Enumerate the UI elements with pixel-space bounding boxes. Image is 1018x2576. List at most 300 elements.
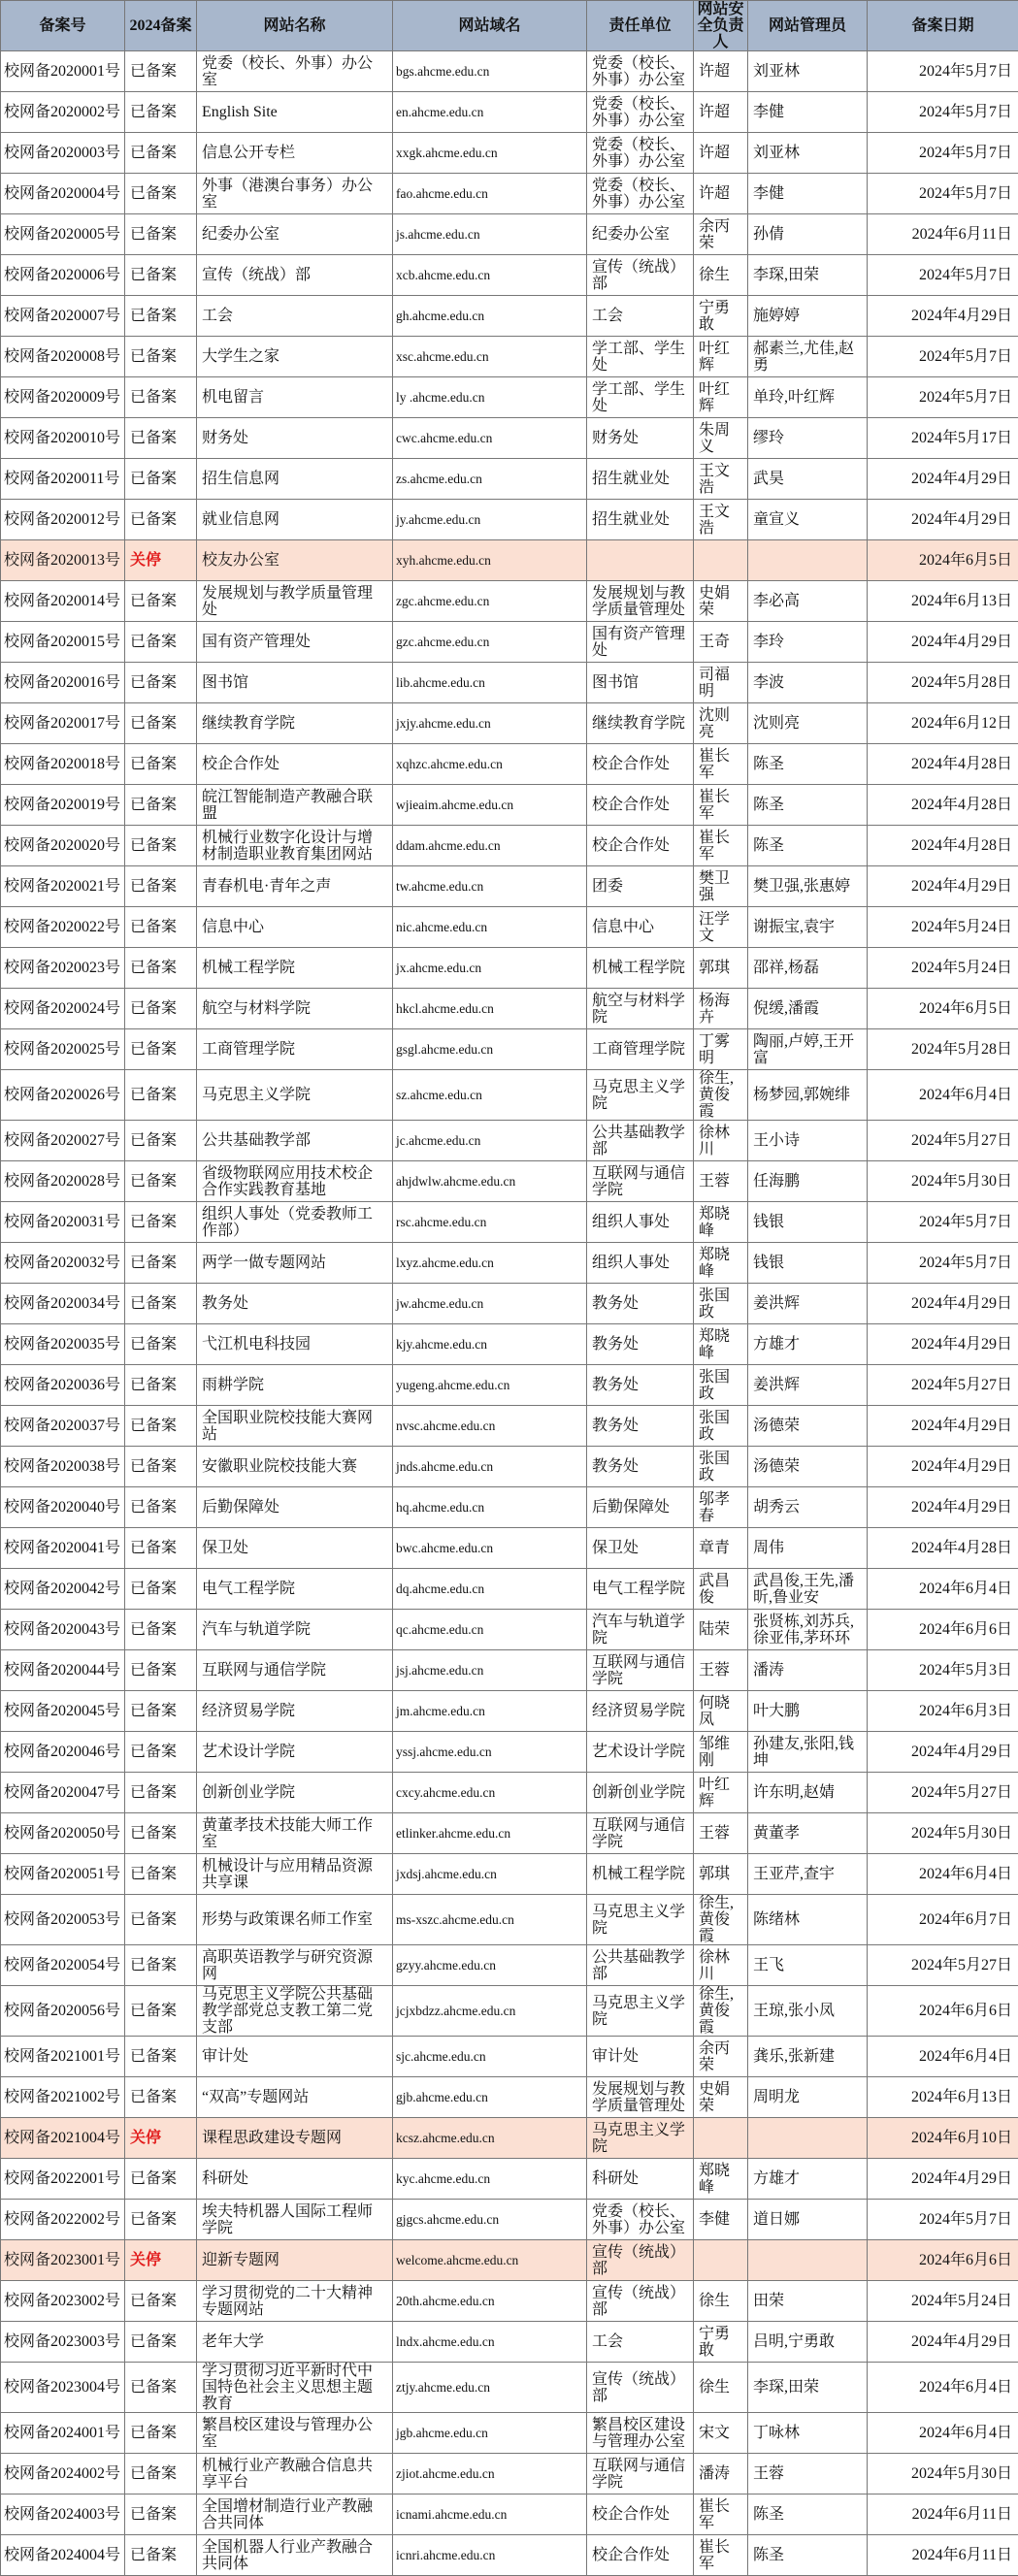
registration-status-cell: 已备案 xyxy=(125,907,197,948)
registration-status-cell: 已备案 xyxy=(125,1895,197,1945)
site-name-cell: 航空与材料学院 xyxy=(197,989,393,1029)
registration-status-cell: 已备案 xyxy=(125,2159,197,2200)
table-row xyxy=(1,989,1018,1029)
responsible-unit-cell: 互联网与通信学院 xyxy=(587,1813,694,1854)
record-date-cell: 2024年5月3日 xyxy=(868,1650,1018,1691)
record-number-cell: 校网备2020028号 xyxy=(1,1161,125,1202)
record-number-cell: 校网备2020013号 xyxy=(1,540,125,581)
record-number-cell: 校网备2020018号 xyxy=(1,744,125,785)
table-row xyxy=(1,1324,1018,1365)
header-cell: 网站管理员 xyxy=(748,1,868,51)
record-date-cell: 2024年6月4日 xyxy=(868,1569,1018,1610)
responsible-unit-cell: 校企合作处 xyxy=(587,826,694,866)
security-owner-cell: 武昌俊 xyxy=(694,1569,748,1610)
site-domain-cell: jgb.ahcme.edu.cn xyxy=(393,2413,587,2454)
table-row xyxy=(1,1528,1018,1569)
security-owner-cell: 徐生,黄俊霞 xyxy=(694,1895,748,1945)
site-domain-cell: xqhzc.ahcme.edu.cn xyxy=(393,744,587,785)
security-owner-cell: 张国政 xyxy=(694,1365,748,1406)
site-admin-cell: 沈则亮 xyxy=(748,703,868,744)
responsible-unit-cell: 机械工程学院 xyxy=(587,1854,694,1895)
security-owner-cell xyxy=(694,2240,748,2281)
security-owner-cell xyxy=(694,2118,748,2159)
responsible-unit-cell: 教务处 xyxy=(587,1284,694,1324)
security-owner-cell: 许超 xyxy=(694,51,748,92)
responsible-unit-cell: 宣传（统战）部 xyxy=(587,255,694,296)
responsible-unit-cell: 教务处 xyxy=(587,1365,694,1406)
header-cell: 网站安全负责人 xyxy=(694,1,748,51)
site-domain-cell: gzyy.ahcme.edu.cn xyxy=(393,1945,587,1986)
record-number-cell: 校网备2020042号 xyxy=(1,1569,125,1610)
security-owner-cell xyxy=(694,540,748,581)
site-name-cell: 保卫处 xyxy=(197,1528,393,1569)
site-admin-cell: 陈圣 xyxy=(748,744,868,785)
site-domain-cell: xsc.ahcme.edu.cn xyxy=(393,337,587,377)
site-domain-cell: rsc.ahcme.edu.cn xyxy=(393,1202,587,1243)
site-admin-cell: 张贤栋,刘苏兵,徐亚伟,茅环环 xyxy=(748,1610,868,1650)
responsible-unit-cell: 工会 xyxy=(587,296,694,337)
site-domain-cell: jm.ahcme.edu.cn xyxy=(393,1691,587,1732)
registration-status-cell: 已备案 xyxy=(125,1365,197,1406)
record-number-cell: 校网备2020023号 xyxy=(1,948,125,989)
record-number-cell: 校网备2020034号 xyxy=(1,1284,125,1324)
site-name-cell: 机械行业产教融合信息共享平台 xyxy=(197,2454,393,2494)
record-date-cell: 2024年4月28日 xyxy=(868,785,1018,826)
site-domain-cell: sjc.ahcme.edu.cn xyxy=(393,2037,587,2077)
record-date-cell: 2024年5月24日 xyxy=(868,948,1018,989)
record-number-cell: 校网备2023003号 xyxy=(1,2322,125,2363)
site-name-cell: 信息中心 xyxy=(197,907,393,948)
registration-status-cell: 已备案 xyxy=(125,1773,197,1813)
record-number-cell: 校网备2020004号 xyxy=(1,174,125,214)
registration-status-cell: 已备案 xyxy=(125,2322,197,2363)
site-admin-cell: 方雄才 xyxy=(748,2159,868,2200)
security-owner-cell: 余丙荣 xyxy=(694,214,748,255)
site-name-cell: “双高”专题网站 xyxy=(197,2077,393,2118)
security-owner-cell: 王蓉 xyxy=(694,1650,748,1691)
registration-status-cell: 已备案 xyxy=(125,133,197,174)
site-domain-cell: zjiot.ahcme.edu.cn xyxy=(393,2454,587,2494)
site-name-cell: 学习贯彻习近平新时代中国特色社会主义思想主题教育 xyxy=(197,2363,393,2413)
record-number-cell: 校网备2020047号 xyxy=(1,1773,125,1813)
table-row xyxy=(1,2159,1018,2200)
registration-status-cell: 已备案 xyxy=(125,1121,197,1161)
security-owner-cell: 王蓉 xyxy=(694,1161,748,1202)
record-number-cell: 校网备2023004号 xyxy=(1,2363,125,2413)
security-owner-cell: 宁勇敢 xyxy=(694,296,748,337)
site-admin-cell: 李琛,田荣 xyxy=(748,2363,868,2413)
table-row xyxy=(1,622,1018,663)
registration-status-cell: 已备案 xyxy=(125,1447,197,1487)
registration-status-cell: 已备案 xyxy=(125,1945,197,1986)
table-row xyxy=(1,1854,1018,1895)
responsible-unit-cell: 党委（校长、外事）办公室 xyxy=(587,92,694,133)
record-date-cell: 2024年5月24日 xyxy=(868,907,1018,948)
record-number-cell: 校网备2020041号 xyxy=(1,1528,125,1569)
responsible-unit-cell: 教务处 xyxy=(587,1324,694,1365)
record-date-cell: 2024年6月11日 xyxy=(868,214,1018,255)
security-owner-cell: 张国政 xyxy=(694,1447,748,1487)
security-owner-cell: 杨海卉 xyxy=(694,989,748,1029)
site-domain-cell: lxyz.ahcme.edu.cn xyxy=(393,1243,587,1284)
record-number-cell: 校网备2020035号 xyxy=(1,1324,125,1365)
site-name-cell: 艺术设计学院 xyxy=(197,1732,393,1773)
record-date-cell: 2024年5月7日 xyxy=(868,92,1018,133)
registration-status-cell: 已备案 xyxy=(125,703,197,744)
record-number-cell: 校网备2020006号 xyxy=(1,255,125,296)
site-name-cell: 党委（校长、外事）办公室 xyxy=(197,51,393,92)
site-name-cell: 青春机电·青年之声 xyxy=(197,866,393,907)
responsible-unit-cell: 宣传（统战）部 xyxy=(587,2240,694,2281)
site-domain-cell: nic.ahcme.edu.cn xyxy=(393,907,587,948)
site-domain-cell: lndx.ahcme.edu.cn xyxy=(393,2322,587,2363)
record-number-cell: 校网备2020040号 xyxy=(1,1487,125,1528)
table-row xyxy=(1,540,1018,581)
header-cell: 备案日期 xyxy=(868,1,1018,51)
record-number-cell: 校网备2024001号 xyxy=(1,2413,125,2454)
table-row xyxy=(1,1029,1018,1070)
site-domain-cell: icnami.ahcme.edu.cn xyxy=(393,2494,587,2535)
record-number-cell: 校网备2020009号 xyxy=(1,377,125,418)
security-owner-cell: 王文浩 xyxy=(694,459,748,500)
responsible-unit-cell: 马克思主义学院 xyxy=(587,1986,694,2037)
table-row xyxy=(1,2281,1018,2322)
record-date-cell: 2024年5月24日 xyxy=(868,2281,1018,2322)
record-number-cell: 校网备2020056号 xyxy=(1,1986,125,2037)
table-row xyxy=(1,2037,1018,2077)
table-row xyxy=(1,1447,1018,1487)
security-owner-cell: 徐生 xyxy=(694,255,748,296)
site-domain-cell: dq.ahcme.edu.cn xyxy=(393,1569,587,1610)
registration-status-cell: 已备案 xyxy=(125,1569,197,1610)
registration-status-cell: 已备案 xyxy=(125,2535,197,2576)
table-row xyxy=(1,2077,1018,2118)
table-row xyxy=(1,296,1018,337)
site-admin-cell: 吕明,宁勇敢 xyxy=(748,2322,868,2363)
site-domain-cell: xyh.ahcme.edu.cn xyxy=(393,540,587,581)
responsible-unit-cell: 审计处 xyxy=(587,2037,694,2077)
site-name-cell: 纪委办公室 xyxy=(197,214,393,255)
registration-status-cell: 关停 xyxy=(125,2118,197,2159)
site-name-cell: 图书馆 xyxy=(197,663,393,703)
site-domain-cell: kcsz.ahcme.edu.cn xyxy=(393,2118,587,2159)
site-domain-cell: cwc.ahcme.edu.cn xyxy=(393,418,587,459)
security-owner-cell: 郑晓峰 xyxy=(694,2159,748,2200)
site-name-cell: 繁昌校区建设与管理办公室 xyxy=(197,2413,393,2454)
record-date-cell: 2024年5月7日 xyxy=(868,2200,1018,2240)
record-number-cell: 校网备2020005号 xyxy=(1,214,125,255)
site-domain-cell: gzc.ahcme.edu.cn xyxy=(393,622,587,663)
record-number-cell: 校网备2020054号 xyxy=(1,1945,125,1986)
security-owner-cell: 张国政 xyxy=(694,1284,748,1324)
responsible-unit-cell: 学工部、学生处 xyxy=(587,337,694,377)
site-name-cell: 全国机器人行业产教融合共同体 xyxy=(197,2535,393,2576)
registration-status-cell: 已备案 xyxy=(125,377,197,418)
record-date-cell: 2024年4月29日 xyxy=(868,622,1018,663)
table-body xyxy=(1,51,1018,2576)
site-domain-cell: jxjy.ahcme.edu.cn xyxy=(393,703,587,744)
site-admin-cell: 李琛,田荣 xyxy=(748,255,868,296)
responsible-unit-cell: 发展规划与教学质量管理处 xyxy=(587,581,694,622)
site-domain-cell: sz.ahcme.edu.cn xyxy=(393,1070,587,1121)
table-row xyxy=(1,1070,1018,1121)
site-admin-cell: 孙建友,张阳,钱坤 xyxy=(748,1732,868,1773)
responsible-unit-cell: 马克思主义学院 xyxy=(587,1895,694,1945)
site-admin-cell: 汤德荣 xyxy=(748,1406,868,1447)
site-name-cell: 发展规划与教学质量管理处 xyxy=(197,581,393,622)
site-name-cell: 大学生之家 xyxy=(197,337,393,377)
record-number-cell: 校网备2020003号 xyxy=(1,133,125,174)
registration-status-cell: 已备案 xyxy=(125,826,197,866)
security-owner-cell: 崔长军 xyxy=(694,785,748,826)
site-name-cell: 创新创业学院 xyxy=(197,1773,393,1813)
record-number-cell: 校网备2020046号 xyxy=(1,1732,125,1773)
site-admin-cell: 刘亚林 xyxy=(748,51,868,92)
security-owner-cell: 叶红辉 xyxy=(694,337,748,377)
table-row xyxy=(1,1121,1018,1161)
site-admin-cell: 王蓉 xyxy=(748,2454,868,2494)
record-date-cell: 2024年5月28日 xyxy=(868,663,1018,703)
record-date-cell: 2024年6月6日 xyxy=(868,1610,1018,1650)
responsible-unit-cell: 公共基础教学部 xyxy=(587,1121,694,1161)
responsible-unit-cell: 繁昌校区建设与管理办公室 xyxy=(587,2413,694,2454)
table-row xyxy=(1,2322,1018,2363)
site-domain-cell: yssj.ahcme.edu.cn xyxy=(393,1732,587,1773)
record-number-cell: 校网备2020010号 xyxy=(1,418,125,459)
registration-status-cell: 已备案 xyxy=(125,1284,197,1324)
record-date-cell: 2024年4月29日 xyxy=(868,2159,1018,2200)
security-owner-cell: 许超 xyxy=(694,133,748,174)
responsible-unit-cell: 纪委办公室 xyxy=(587,214,694,255)
record-number-cell: 校网备2020051号 xyxy=(1,1854,125,1895)
site-domain-cell: yugeng.ahcme.edu.cn xyxy=(393,1365,587,1406)
registration-status-cell: 已备案 xyxy=(125,1406,197,1447)
record-number-cell: 校网备2023002号 xyxy=(1,2281,125,2322)
site-name-cell: 就业信息网 xyxy=(197,500,393,540)
security-owner-cell: 徐生,黄俊霞 xyxy=(694,1986,748,2037)
site-name-cell: 校企合作处 xyxy=(197,744,393,785)
security-owner-cell: 李健 xyxy=(694,2200,748,2240)
record-number-cell: 校网备2020025号 xyxy=(1,1029,125,1070)
site-domain-cell: en.ahcme.edu.cn xyxy=(393,92,587,133)
registration-status-cell: 已备案 xyxy=(125,1691,197,1732)
registration-status-cell: 已备案 xyxy=(125,2494,197,2535)
table-row xyxy=(1,1650,1018,1691)
site-name-cell: 互联网与通信学院 xyxy=(197,1650,393,1691)
responsible-unit-cell: 教务处 xyxy=(587,1406,694,1447)
site-name-cell: 经济贸易学院 xyxy=(197,1691,393,1732)
record-date-cell: 2024年5月17日 xyxy=(868,418,1018,459)
table-row xyxy=(1,2240,1018,2281)
table-row xyxy=(1,1986,1018,2037)
site-name-cell: 高职英语教学与研究资源网 xyxy=(197,1945,393,1986)
record-date-cell: 2024年4月28日 xyxy=(868,1528,1018,1569)
responsible-unit-cell: 党委（校长、外事）办公室 xyxy=(587,2200,694,2240)
site-admin-cell: 任海鹏 xyxy=(748,1161,868,1202)
record-date-cell: 2024年4月29日 xyxy=(868,1447,1018,1487)
security-owner-cell: 崔长军 xyxy=(694,2494,748,2535)
security-owner-cell: 徐生 xyxy=(694,2281,748,2322)
registration-status-cell: 已备案 xyxy=(125,1324,197,1365)
registration-status-cell: 已备案 xyxy=(125,1487,197,1528)
responsible-unit-cell: 信息中心 xyxy=(587,907,694,948)
site-domain-cell: lib.ahcme.edu.cn xyxy=(393,663,587,703)
registration-status-cell: 已备案 xyxy=(125,663,197,703)
site-admin-cell: 李健 xyxy=(748,92,868,133)
security-owner-cell: 章青 xyxy=(694,1528,748,1569)
security-owner-cell: 崔长军 xyxy=(694,2535,748,2576)
table-row xyxy=(1,1732,1018,1773)
responsible-unit-cell: 教务处 xyxy=(587,1447,694,1487)
site-name-cell: 招生信息网 xyxy=(197,459,393,500)
registration-status-cell: 已备案 xyxy=(125,296,197,337)
registration-status-cell: 已备案 xyxy=(125,418,197,459)
site-domain-cell: js.ahcme.edu.cn xyxy=(393,214,587,255)
record-number-cell: 校网备2020002号 xyxy=(1,92,125,133)
record-date-cell: 2024年4月29日 xyxy=(868,1487,1018,1528)
security-owner-cell: 陆荣 xyxy=(694,1610,748,1650)
header-cell: 责任单位 xyxy=(587,1,694,51)
record-number-cell: 校网备2020015号 xyxy=(1,622,125,663)
table-row xyxy=(1,1161,1018,1202)
security-owner-cell: 丁雾明 xyxy=(694,1029,748,1070)
security-owner-cell: 王蓉 xyxy=(694,1813,748,1854)
record-date-cell: 2024年5月28日 xyxy=(868,1029,1018,1070)
site-admin-cell: 潘涛 xyxy=(748,1650,868,1691)
record-number-cell: 校网备2020026号 xyxy=(1,1070,125,1121)
table-row xyxy=(1,377,1018,418)
security-owner-cell: 徐生 xyxy=(694,2363,748,2413)
record-number-cell: 校网备2020019号 xyxy=(1,785,125,826)
table-row xyxy=(1,337,1018,377)
record-number-cell: 校网备2024004号 xyxy=(1,2535,125,2576)
record-date-cell: 2024年6月6日 xyxy=(868,2240,1018,2281)
responsible-unit-cell: 宣传（统战）部 xyxy=(587,2281,694,2322)
record-date-cell: 2024年6月13日 xyxy=(868,2077,1018,2118)
security-owner-cell: 沈则亮 xyxy=(694,703,748,744)
site-name-cell: 校友办公室 xyxy=(197,540,393,581)
table-row xyxy=(1,255,1018,296)
responsible-unit-cell: 经济贸易学院 xyxy=(587,1691,694,1732)
record-date-cell: 2024年5月27日 xyxy=(868,1945,1018,1986)
site-admin-cell: 陶丽,卢婷,王开富 xyxy=(748,1029,868,1070)
responsible-unit-cell xyxy=(587,540,694,581)
site-domain-cell: ms-xszc.ahcme.edu.cn xyxy=(393,1895,587,1945)
record-date-cell: 2024年5月7日 xyxy=(868,174,1018,214)
record-date-cell: 2024年5月27日 xyxy=(868,1773,1018,1813)
table-row xyxy=(1,1813,1018,1854)
site-domain-cell: gjgcs.ahcme.edu.cn xyxy=(393,2200,587,2240)
site-admin-cell: 施婷婷 xyxy=(748,296,868,337)
record-number-cell: 校网备2020016号 xyxy=(1,663,125,703)
site-admin-cell: 缪玲 xyxy=(748,418,868,459)
record-number-cell: 校网备2023001号 xyxy=(1,2240,125,2281)
record-number-cell: 校网备2020038号 xyxy=(1,1447,125,1487)
record-date-cell: 2024年5月7日 xyxy=(868,1202,1018,1243)
record-number-cell: 校网备2020043号 xyxy=(1,1610,125,1650)
site-name-cell: 审计处 xyxy=(197,2037,393,2077)
site-domain-cell: ztjy.ahcme.edu.cn xyxy=(393,2363,587,2413)
table-row xyxy=(1,1365,1018,1406)
responsible-unit-cell: 图书馆 xyxy=(587,663,694,703)
record-date-cell: 2024年5月7日 xyxy=(868,51,1018,92)
security-owner-cell: 徐生,黄俊霞 xyxy=(694,1070,748,1121)
responsible-unit-cell: 互联网与通信学院 xyxy=(587,1161,694,1202)
site-admin-cell: 樊卫强,张惠婷 xyxy=(748,866,868,907)
table-row xyxy=(1,2494,1018,2535)
record-date-cell: 2024年4月29日 xyxy=(868,459,1018,500)
record-number-cell: 校网备2020008号 xyxy=(1,337,125,377)
site-admin-cell: 李波 xyxy=(748,663,868,703)
site-admin-cell: 谢振宝,袁宇 xyxy=(748,907,868,948)
site-admin-cell: 陈圣 xyxy=(748,2535,868,2576)
registration-status-cell: 已备案 xyxy=(125,2200,197,2240)
site-name-cell: 弋江机电科技园 xyxy=(197,1324,393,1365)
record-date-cell: 2024年6月6日 xyxy=(868,1986,1018,2037)
table-row xyxy=(1,2200,1018,2240)
registration-status-cell: 已备案 xyxy=(125,1986,197,2037)
registration-status-cell: 已备案 xyxy=(125,1070,197,1121)
site-name-cell: 皖江智能制造产教融合联盟 xyxy=(197,785,393,826)
record-number-cell: 校网备2020032号 xyxy=(1,1243,125,1284)
site-name-cell: 汽车与轨道学院 xyxy=(197,1610,393,1650)
site-admin-cell: 钱银 xyxy=(748,1202,868,1243)
record-number-cell: 校网备2022002号 xyxy=(1,2200,125,2240)
registration-status-cell: 已备案 xyxy=(125,1854,197,1895)
registration-status-cell: 已备案 xyxy=(125,2413,197,2454)
record-number-cell: 校网备2022001号 xyxy=(1,2159,125,2200)
record-date-cell: 2024年6月7日 xyxy=(868,1895,1018,1945)
table-row xyxy=(1,51,1018,92)
security-owner-cell: 郭琪 xyxy=(694,948,748,989)
responsible-unit-cell: 互联网与通信学院 xyxy=(587,2454,694,2494)
record-date-cell: 2024年4月29日 xyxy=(868,1284,1018,1324)
site-admin-cell: 姜洪辉 xyxy=(748,1284,868,1324)
site-admin-cell: 陈圣 xyxy=(748,785,868,826)
site-domain-cell: cxcy.ahcme.edu.cn xyxy=(393,1773,587,1813)
table-row xyxy=(1,866,1018,907)
table-row xyxy=(1,948,1018,989)
site-admin-cell: 武昌俊,王先,潘昕,鲁业安 xyxy=(748,1569,868,1610)
record-date-cell: 2024年6月10日 xyxy=(868,2118,1018,2159)
record-number-cell: 校网备2020022号 xyxy=(1,907,125,948)
site-domain-cell: zgc.ahcme.edu.cn xyxy=(393,581,587,622)
record-number-cell: 校网备2020024号 xyxy=(1,989,125,1029)
registration-status-cell: 已备案 xyxy=(125,866,197,907)
site-admin-cell: 龚乐,张新建 xyxy=(748,2037,868,2077)
record-date-cell: 2024年5月7日 xyxy=(868,255,1018,296)
responsible-unit-cell: 后勤保障处 xyxy=(587,1487,694,1528)
site-domain-cell: gsgl.ahcme.edu.cn xyxy=(393,1029,587,1070)
record-number-cell: 校网备2024002号 xyxy=(1,2454,125,2494)
table-row xyxy=(1,2363,1018,2413)
record-date-cell: 2024年6月12日 xyxy=(868,703,1018,744)
site-domain-cell: jx.ahcme.edu.cn xyxy=(393,948,587,989)
responsible-unit-cell: 马克思主义学院 xyxy=(587,2118,694,2159)
responsible-unit-cell: 电气工程学院 xyxy=(587,1569,694,1610)
registration-status-cell: 已备案 xyxy=(125,1161,197,1202)
security-owner-cell: 朱周义 xyxy=(694,418,748,459)
table-row xyxy=(1,663,1018,703)
responsible-unit-cell: 工会 xyxy=(587,2322,694,2363)
security-owner-cell: 叶红辉 xyxy=(694,377,748,418)
site-name-cell: 雨耕学院 xyxy=(197,1365,393,1406)
record-date-cell: 2024年6月5日 xyxy=(868,540,1018,581)
registration-status-cell: 已备案 xyxy=(125,2037,197,2077)
registration-status-cell: 已备案 xyxy=(125,255,197,296)
security-owner-cell: 樊卫强 xyxy=(694,866,748,907)
security-owner-cell: 宁勇敢 xyxy=(694,2322,748,2363)
